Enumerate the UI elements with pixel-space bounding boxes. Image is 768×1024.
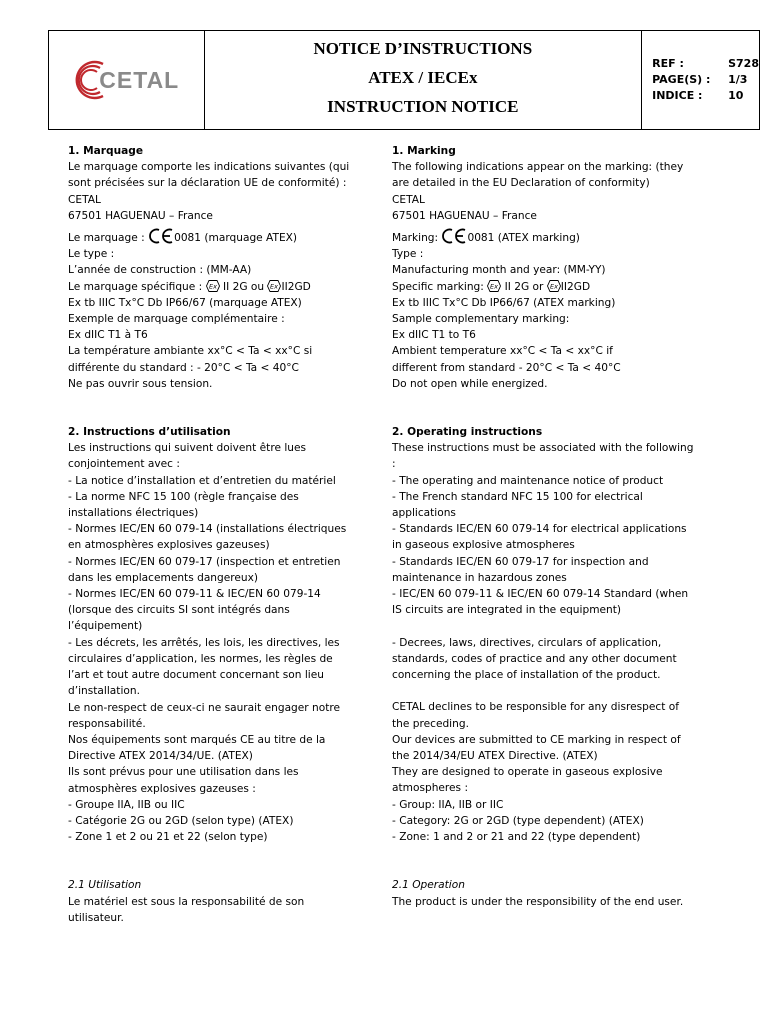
paragraph-line: - IEC/EN 60 079-11 & IEC/EN 60 079-14 Standard (when	[392, 588, 689, 601]
marking-suffix: 0081 (ATEX marking)	[467, 232, 580, 245]
marking-line	[68, 228, 370, 246]
reference-cell	[642, 31, 759, 129]
paragraph-line: - Normes IEC/EN 60 079-11 & IEC/EN 60 079-14	[68, 588, 321, 601]
paragraph-line: - Standards IEC/EN 60 079-14 for electrical applications	[392, 523, 687, 536]
paragraph-line: - Normes IEC/EN 60 079-14 (installations électriques	[68, 523, 347, 536]
paragraph-line: - Decrees, laws, directives, circulars of application,	[392, 636, 662, 649]
ex-hexagon-icon	[267, 280, 281, 292]
paragraph-line: - Standards IEC/EN 60 079-17 for inspection and	[392, 555, 649, 568]
paragraph-line: - Groupe IIA, IIB ou IIC	[68, 798, 185, 811]
company-name: CETAL	[392, 193, 425, 206]
paragraph-line: - Category: 2G or 2GD (type dependent) (ATEX)	[392, 814, 644, 827]
paragraph-line: Directive ATEX 2014/34/UE. (ATEX)	[68, 750, 253, 763]
year-line: Manufacturing month and year: (MM-YY)	[392, 264, 606, 277]
ce-mark-icon	[441, 228, 467, 244]
section-1-title: 1. Marquage	[68, 145, 144, 157]
ref-label: REF :	[652, 57, 684, 70]
paragraph-line: They are designed to operate in gaseous explosive	[392, 766, 663, 779]
paragraph-line: l’art et tout autre document concernant son lieu	[68, 669, 324, 682]
section-2-title: 2. Operating instructions	[392, 426, 543, 439]
title-line-3: INSTRUCTION NOTICE	[327, 97, 519, 116]
svg-text:Ex: Ex	[270, 282, 279, 291]
temperature-line-2: différente du standard : - 20°C < Ta < 40°C	[68, 361, 299, 374]
specific-marking-line	[392, 279, 694, 295]
paragraph-line: Nos équipements sont marqués CE au titre de la	[68, 733, 326, 746]
paragraph-line: IS circuits are integrated in the equipment)	[392, 604, 622, 617]
section-2-1-title: 2.1 Utilisation	[68, 879, 142, 892]
specific-marking-prefix: Le marquage spécifique :	[68, 280, 203, 293]
section-2-title: 2. Instructions d’utilisation	[68, 426, 231, 439]
paragraph-line: circulaires d’application, les normes, les règles de	[68, 652, 333, 665]
marking-line	[392, 228, 694, 246]
marking-suffix: 0081 (marquage ATEX)	[174, 232, 298, 245]
paragraph-line: atmospheres :	[392, 782, 469, 795]
document-header	[48, 30, 760, 130]
paragraph-line: standards, codes of practice and any other document	[392, 652, 677, 665]
paragraph-line: Ils sont prévus pour une utilisation dans les	[68, 766, 299, 779]
pages-value: 1/3	[728, 73, 748, 86]
paragraph-line: - Group: IIA, IIB or IIC	[392, 798, 504, 811]
temperature-line-1: Ambient temperature xx°C < Ta < xx°C if	[392, 345, 613, 358]
specific-marking-mid: II 2G ou	[222, 280, 265, 293]
paragraph-line: The following indications appear on the marking: (they	[392, 161, 684, 174]
paragraph-line: - Les décrets, les arrêtés, les lois, les directives, les	[68, 636, 340, 649]
paragraph-line: CETAL declines to be responsible for any disrespect of	[392, 701, 679, 714]
sample-marking-value: Ex dIIC T1 to T6	[392, 329, 476, 342]
type-line: Le type :	[68, 248, 115, 261]
section-2-1-title: 2.1 Operation	[392, 879, 465, 892]
section-2-body	[68, 440, 370, 845]
ref-value: S728	[728, 57, 759, 70]
ce-mark-icon	[148, 228, 174, 244]
logo-cell	[49, 31, 205, 129]
english-column	[392, 143, 694, 910]
specific-marking-mid: II 2G or	[504, 280, 544, 293]
marking-prefix: Le marquage :	[68, 232, 145, 245]
ex-hexagon-icon	[547, 280, 561, 292]
specific-marking-prefix: Specific marking:	[392, 280, 484, 293]
paragraph-line: installations électriques)	[68, 507, 199, 520]
paragraph-line: Les instructions qui suivent doivent être lues	[68, 442, 307, 455]
paragraph-line: - The operating and maintenance notice of product	[392, 474, 664, 487]
logo-text: CETAL	[99, 66, 180, 93]
company-name: CETAL	[68, 193, 101, 206]
svg-text:Ex: Ex	[208, 282, 217, 291]
indice-value: 10	[728, 89, 744, 102]
paragraph-line: the 2014/34/EU ATEX Directive. (ATEX)	[392, 750, 598, 763]
paragraph-line	[392, 618, 694, 634]
paragraph-line: dans les emplacements dangereux)	[68, 571, 259, 584]
paragraph-line: applications	[392, 507, 456, 520]
sample-marking-value: Ex dIIC T1 à T6	[68, 329, 148, 342]
paragraph-line: d’installation.	[68, 685, 140, 698]
paragraph-line: conjointement avec :	[68, 458, 180, 471]
paragraph-line	[392, 683, 694, 699]
paragraph-line: - La norme NFC 15 100 (règle française des	[68, 490, 299, 503]
paragraph-line: are detailed in the EU Declaration of conformity)	[392, 177, 650, 190]
paragraph-line: - The French standard NFC 15 100 for electrical	[392, 490, 643, 503]
specific-marking-line	[68, 279, 370, 295]
paragraph-line: maintenance in hazardous zones	[392, 571, 567, 584]
paragraph-line: :	[392, 458, 396, 471]
paragraph-line: - Catégorie 2G ou 2GD (selon type) (ATEX)	[68, 814, 294, 827]
ex-tb-line: Ex tb IIIC Tx°C Db IP66/67 (marquage ATEX)	[68, 296, 302, 309]
paragraph-line: Le marquage comporte les indications suivantes (qui	[68, 161, 350, 174]
type-line: Type :	[392, 248, 424, 261]
svg-text:Ex: Ex	[490, 282, 499, 291]
ex-tb-line: Ex tb IIIC Tx°C Db IP66/67 (ATEX marking)	[392, 296, 616, 309]
sample-marking-label: Sample complementary marking:	[392, 313, 570, 326]
paragraph-line: Our devices are submitted to CE marking in respect of	[392, 733, 681, 746]
year-line: L’année de construction : (MM-AA)	[68, 264, 252, 277]
title-line-1: NOTICE D’INSTRUCTIONS	[313, 39, 533, 58]
paragraph-line: Le matériel est sous la responsabilité de son	[68, 895, 305, 908]
no-open-warning: Ne pas ouvrir sous tension.	[68, 377, 213, 390]
section-2-body	[392, 440, 694, 845]
temperature-line-2: different from standard - 20°C < Ta < 40°C	[392, 361, 621, 374]
paragraph-line: - La notice d’installation et d’entretien du matériel	[68, 474, 336, 487]
paragraph-line: - Normes IEC/EN 60 079-17 (inspection et entretien	[68, 555, 341, 568]
paragraph-line: responsabilité.	[68, 717, 146, 730]
title-cell	[205, 31, 643, 129]
marking-prefix: Marking:	[392, 232, 439, 245]
title-line-2: ATEX / IECEx	[368, 68, 478, 87]
paragraph-line: concerning the place of installation of the product.	[392, 669, 661, 682]
sample-marking-label: Exemple de marquage complémentaire :	[68, 313, 285, 326]
paragraph-line: Le non-respect de ceux-ci ne saurait engager notre	[68, 701, 341, 714]
paragraph-line: (lorsque des circuits SI sont intégrés dans	[68, 604, 290, 617]
paragraph-line: These instructions must be associated with the following	[392, 442, 694, 455]
paragraph-line: en atmosphères explosives gazeuses)	[68, 539, 270, 552]
indice-label: INDICE :	[652, 89, 703, 102]
ex-hexagon-icon	[487, 280, 501, 292]
paragraph-line: - Zone: 1 and 2 or 21 and 22 (type dependent)	[392, 831, 641, 844]
no-open-warning: Do not open while energized.	[392, 377, 548, 390]
specific-marking-suffix: II2GD	[281, 280, 311, 293]
paragraph-line: The product is under the responsibility of the end user.	[392, 895, 684, 908]
ex-hexagon-icon	[206, 280, 220, 292]
paragraph-line: atmosphères explosives gazeuses :	[68, 782, 256, 795]
paragraph-line: utilisateur.	[68, 911, 124, 924]
paragraph-line: in gaseous explosive atmospheres	[392, 539, 575, 552]
section-1-title: 1. Marking	[392, 145, 456, 157]
company-address: 67501 HAGUENAU – France	[392, 209, 537, 222]
paragraph-line: the preceding.	[392, 717, 469, 730]
paragraph-line: l’équipement)	[68, 620, 143, 633]
paragraph-line: - Zone 1 et 2 ou 21 et 22 (selon type)	[68, 831, 268, 844]
company-address: 67501 HAGUENAU – France	[68, 209, 213, 222]
pages-label: PAGE(S) :	[652, 73, 711, 86]
paragraph-line: sont précisées sur la déclaration UE de conformité) :	[68, 177, 347, 190]
svg-text:Ex: Ex	[549, 282, 558, 291]
french-column	[68, 143, 370, 926]
temperature-line-1: La température ambiante xx°C < Ta < xx°C si	[68, 345, 313, 358]
specific-marking-suffix: II2GD	[560, 280, 591, 293]
